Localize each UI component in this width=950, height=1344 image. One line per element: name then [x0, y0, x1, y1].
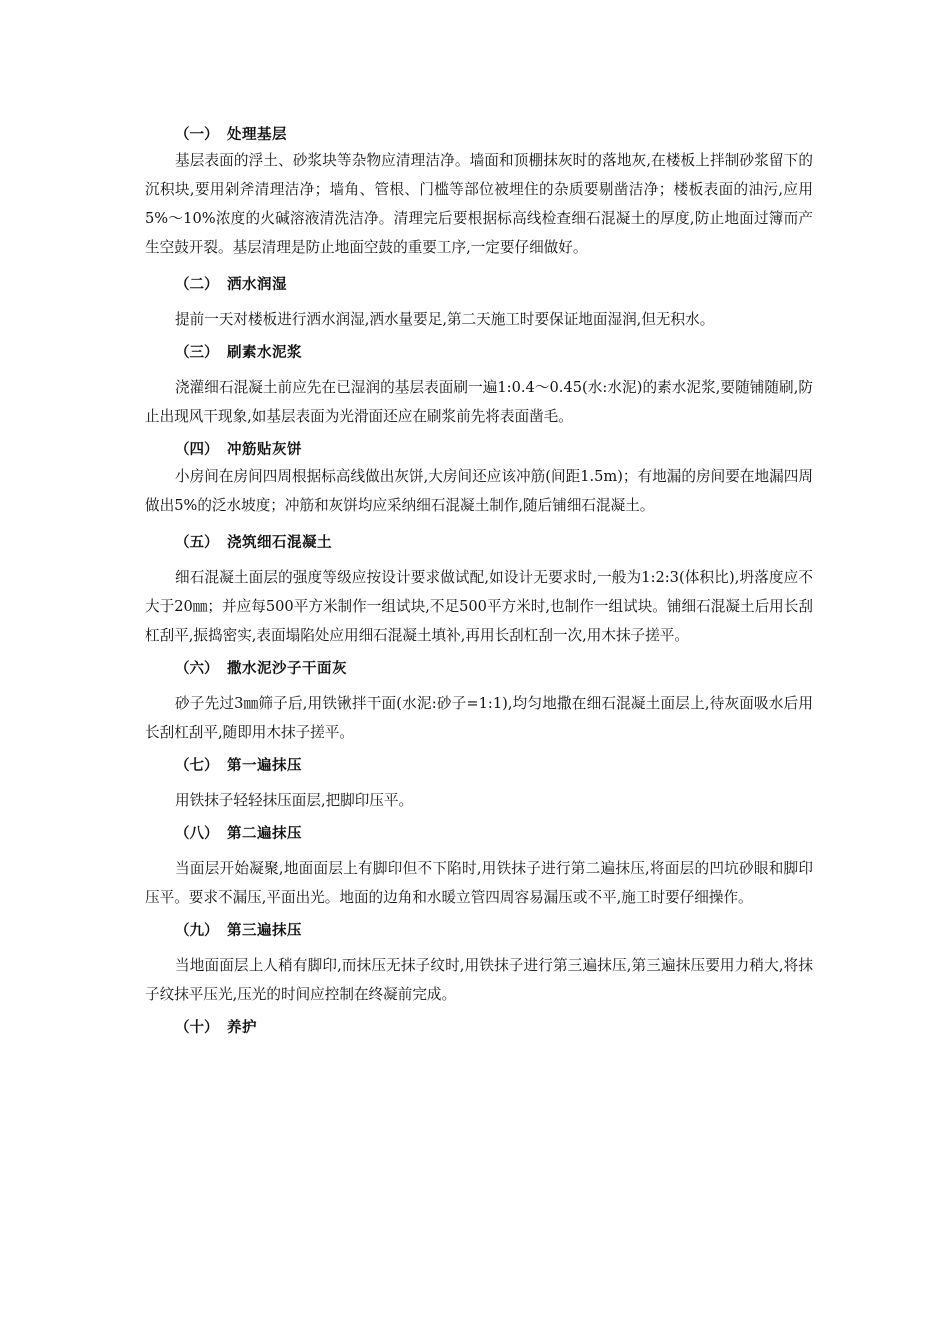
- section-title: 养护: [227, 1020, 257, 1036]
- section-number: （二）: [175, 277, 219, 293]
- section-heading: [175, 124, 813, 146]
- section-title: 冲筋贴灰饼: [227, 442, 302, 458]
- section-number: （四）: [175, 442, 219, 458]
- section-title: 第三遍抹压: [227, 923, 302, 939]
- section-heading: [175, 274, 813, 296]
- section-title: 浇筑细石混凝土: [227, 535, 332, 551]
- section-heading: [175, 658, 813, 680]
- section-title: 第二遍抹压: [227, 826, 302, 842]
- section-body: 砂子先过3㎜筛子后,用铁锹拌干面(水泥:砂子=1:1),均匀地撒在细石混凝土面层上,待灰面吸水后用长刮杠刮平,随即用木抹子搓平。: [145, 695, 813, 741]
- section-4: [145, 439, 813, 520]
- section-heading: [175, 439, 813, 461]
- section-title: 撒水泥沙子干面灰: [227, 661, 347, 677]
- section-body: 当地面面层上人稍有脚印,而抹压无抹子纹时,用铁抹子进行第三遍抹压,第三遍抹压要用力稍大,将抹子纹抹平压光,压光的时间应控制在终凝前完成。: [145, 957, 813, 1003]
- section-heading: [175, 532, 813, 554]
- section-number: （一）: [175, 127, 219, 143]
- section-8: [145, 823, 813, 912]
- section-title: 处理基层: [227, 127, 287, 143]
- section-9: [145, 920, 813, 1009]
- section-body: 提前一天对楼板进行洒水润湿,洒水量要足,第二天施工时要保证地面湿润,但无积水。: [175, 311, 715, 328]
- section-10: [145, 1017, 813, 1039]
- section-body: 细石混凝土面层的强度等级应按设计要求做试配,如设计无要求时,一般为1:2:3(体积比),坍落度应不大于20㎜；并应每500平方米制作一组试块,不足500平方米时,也制作一组试块。铺细石混凝土后用长刮杠刮平,振捣密实,表面塌陷处应用细石混凝土填补,再用长刮杠刮一次,用木抹子搓平。: [145, 569, 813, 644]
- section-3: [145, 342, 813, 431]
- section-body: 当面层开始凝聚,地面面层上有脚印但不下陷时,用铁抹子进行第二遍抹压,将面层的凹坑砂眼和脚印压平。要求不漏压,平面出光。地面的边角和水暖立管四周容易漏压或不平,施工时要仔细操作。: [145, 860, 813, 906]
- section-title: 洒水润湿: [227, 277, 287, 293]
- section-number: （八）: [175, 826, 219, 842]
- section-number: （七）: [175, 758, 219, 774]
- section-number: （十）: [175, 1020, 219, 1036]
- section-7: [145, 755, 813, 815]
- section-heading: [175, 755, 813, 777]
- section-number: （六）: [175, 661, 219, 677]
- section-2: [145, 274, 813, 334]
- section-title: 第一遍抹压: [227, 758, 302, 774]
- section-heading: [175, 920, 813, 942]
- section-heading: [175, 342, 813, 364]
- section-body: 用铁抹子轻轻抹压面层,把脚印压平。: [175, 792, 414, 809]
- section-number: （五）: [175, 535, 219, 551]
- section-body: 浇灌细石混凝土前应先在已湿润的基层表面刷一遍1:0.4～0.45(水:水泥)的素水泥浆,要随铺随刷,防止出现风干现象,如基层表面为光滑面还应在刷浆前先将表面凿毛。: [145, 379, 813, 425]
- document-body: [145, 124, 813, 1039]
- section-body: 小房间在房间四周根据标高线做出灰饼,大房间还应该冲筋(间距1.5m)；有地漏的房间要在地漏四周做出5%的泛水坡度；冲筋和灰饼均应采纳细石混凝土制作,随后铺细石混凝土。: [145, 468, 813, 514]
- section-title: 刷素水泥浆: [227, 345, 302, 361]
- section-body: 基层表面的浮土、砂浆块等杂物应清理洁净。墙面和顶棚抹灰时的落地灰,在楼板上拌制砂浆留下的沉积块,要用剁斧清理洁净；墙角、管根、门槛等部位被埋住的杂质要剔凿洁净；楼板表面的油污,应用5%～10%浓度的火碱溶液清洗洁净。清理完后要根据标高线检查细石混凝土的厚度,防止地面过簿而产生空鼓开裂。基层清理是防止地面空鼓的重要工序,一定要仔细做好。: [145, 152, 813, 256]
- section-5: [145, 532, 813, 650]
- section-1: [145, 124, 813, 262]
- section-6: [145, 658, 813, 747]
- section-heading: [175, 1017, 813, 1039]
- section-heading: [175, 823, 813, 845]
- section-number: （九）: [175, 923, 219, 939]
- section-number: （三）: [175, 345, 219, 361]
